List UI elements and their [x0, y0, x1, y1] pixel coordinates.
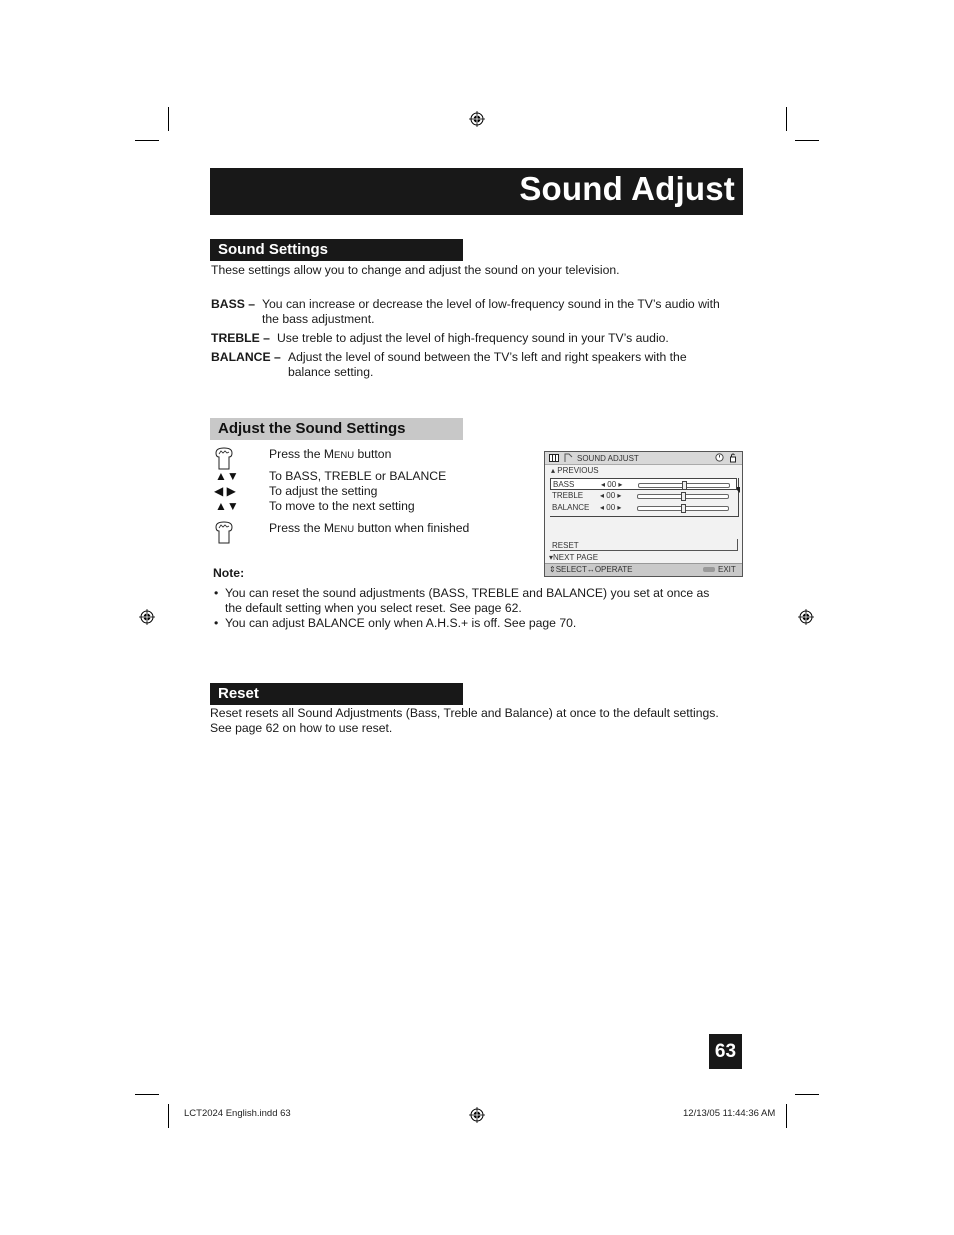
reset-text-cont: See page 62 on how to use reset.: [210, 721, 393, 735]
registration-mark-icon: [469, 111, 485, 127]
page-title-bar: [210, 168, 743, 215]
menu-button-icon: [213, 447, 235, 471]
tv-osd-sound-adjust: [544, 451, 743, 577]
note-bullet: •: [214, 616, 219, 630]
timer-icon: [715, 453, 724, 462]
crop-mark: [135, 1094, 159, 1095]
up-down-arrows-icon: ▲▼: [215, 499, 239, 513]
slug-timestamp: 12/13/05 11:44:36 AM: [683, 1108, 776, 1119]
up-down-arrows-icon: ▲▼: [215, 469, 239, 483]
term-bass: BASS –: [211, 297, 256, 311]
osd-reset-row: RESET: [550, 539, 738, 551]
crop-mark: [135, 140, 159, 141]
osd-next-page: ▾NEXT PAGE: [549, 553, 599, 562]
page-number: 63: [709, 1034, 742, 1069]
osd-row-bass: BASS ◂ 00 ▸: [550, 478, 737, 490]
section-heading-adjust: [210, 418, 463, 440]
reset-text: Reset resets all Sound Adjustments (Bass, Treble and Balance) at once to the default settings.: [210, 706, 719, 720]
osd-title: SOUND ADJUST: [577, 454, 639, 463]
registration-mark-icon: [798, 609, 814, 625]
step-3-text: To adjust the setting: [269, 484, 378, 498]
note-1: You can reset the sound adjustments (BASS, TREBLE and BALANCE) you set at once as: [225, 586, 710, 600]
desc-balance-cont: balance setting.: [288, 365, 374, 379]
step-2-text: To BASS, TREBLE or BALANCE: [269, 469, 447, 483]
step-4-text: To move to the next setting: [269, 499, 415, 513]
bass-slider: [638, 483, 730, 488]
section-heading-text: Reset: [218, 685, 259, 702]
section-heading-sound-settings: [210, 239, 463, 261]
osd-row-treble: TREBLE ◂ 00 ▸: [550, 490, 737, 502]
crop-mark: [795, 1094, 819, 1095]
crop-mark: [795, 140, 819, 141]
step-5-text: Press the MENU button when finished: [269, 521, 470, 535]
registration-mark-icon: [469, 1107, 485, 1123]
note-1-cont: the default setting when you select reset. See page 62.: [225, 601, 522, 615]
treble-slider: [637, 494, 729, 499]
menu-button-icon: [213, 521, 235, 545]
menu-grid-icon: [549, 454, 559, 462]
menu-key-icon: [703, 567, 715, 572]
page-title: Sound Adjust: [519, 170, 735, 207]
section-heading-reset: [210, 683, 463, 705]
section-heading-text: Adjust the Sound Settings: [218, 420, 406, 437]
step-1-text: Press the MENU button: [269, 447, 392, 461]
intro-text: These settings allow you to change and adjust the sound on your television.: [211, 263, 620, 277]
desc-bass: You can increase or decrease the level of low-frequency sound in the TV’s audio with: [262, 297, 720, 311]
desc-treble: Use treble to adjust the level of high-frequency sound in your TV’s audio.: [277, 331, 669, 345]
osd-row-balance: BALANCE ◂ 00 ▸: [550, 502, 737, 514]
osd-footer: ⇕SELECT↔OPERATE EXIT: [545, 563, 742, 576]
crop-mark: [786, 1104, 787, 1128]
osd-previous: ▴ PREVIOUS: [551, 466, 599, 475]
registration-mark-icon: [139, 609, 155, 625]
slug-file: LCT2024 English.indd 63: [184, 1108, 291, 1119]
term-treble: TREBLE –: [211, 331, 270, 345]
lock-icon: [729, 453, 737, 463]
crop-mark: [786, 107, 787, 131]
osd-title-bar: [545, 452, 742, 465]
note-icon: [564, 453, 573, 463]
section-heading-text: Sound Settings: [218, 241, 328, 258]
term-balance: BALANCE –: [211, 350, 281, 364]
note-bullet: •: [214, 586, 219, 600]
crop-mark: [168, 1104, 169, 1128]
note-2: You can adjust BALANCE only when A.H.S.+ is off. See page 70.: [225, 616, 577, 630]
crop-mark: [168, 107, 169, 131]
desc-balance: Adjust the level of sound between the TV’s left and right speakers with the: [288, 350, 687, 364]
left-right-arrows-icon: ◀ ▶: [214, 484, 236, 498]
balance-slider: [637, 506, 729, 511]
note-label: Note:: [213, 566, 245, 580]
desc-bass-cont: the bass adjustment.: [262, 312, 375, 326]
